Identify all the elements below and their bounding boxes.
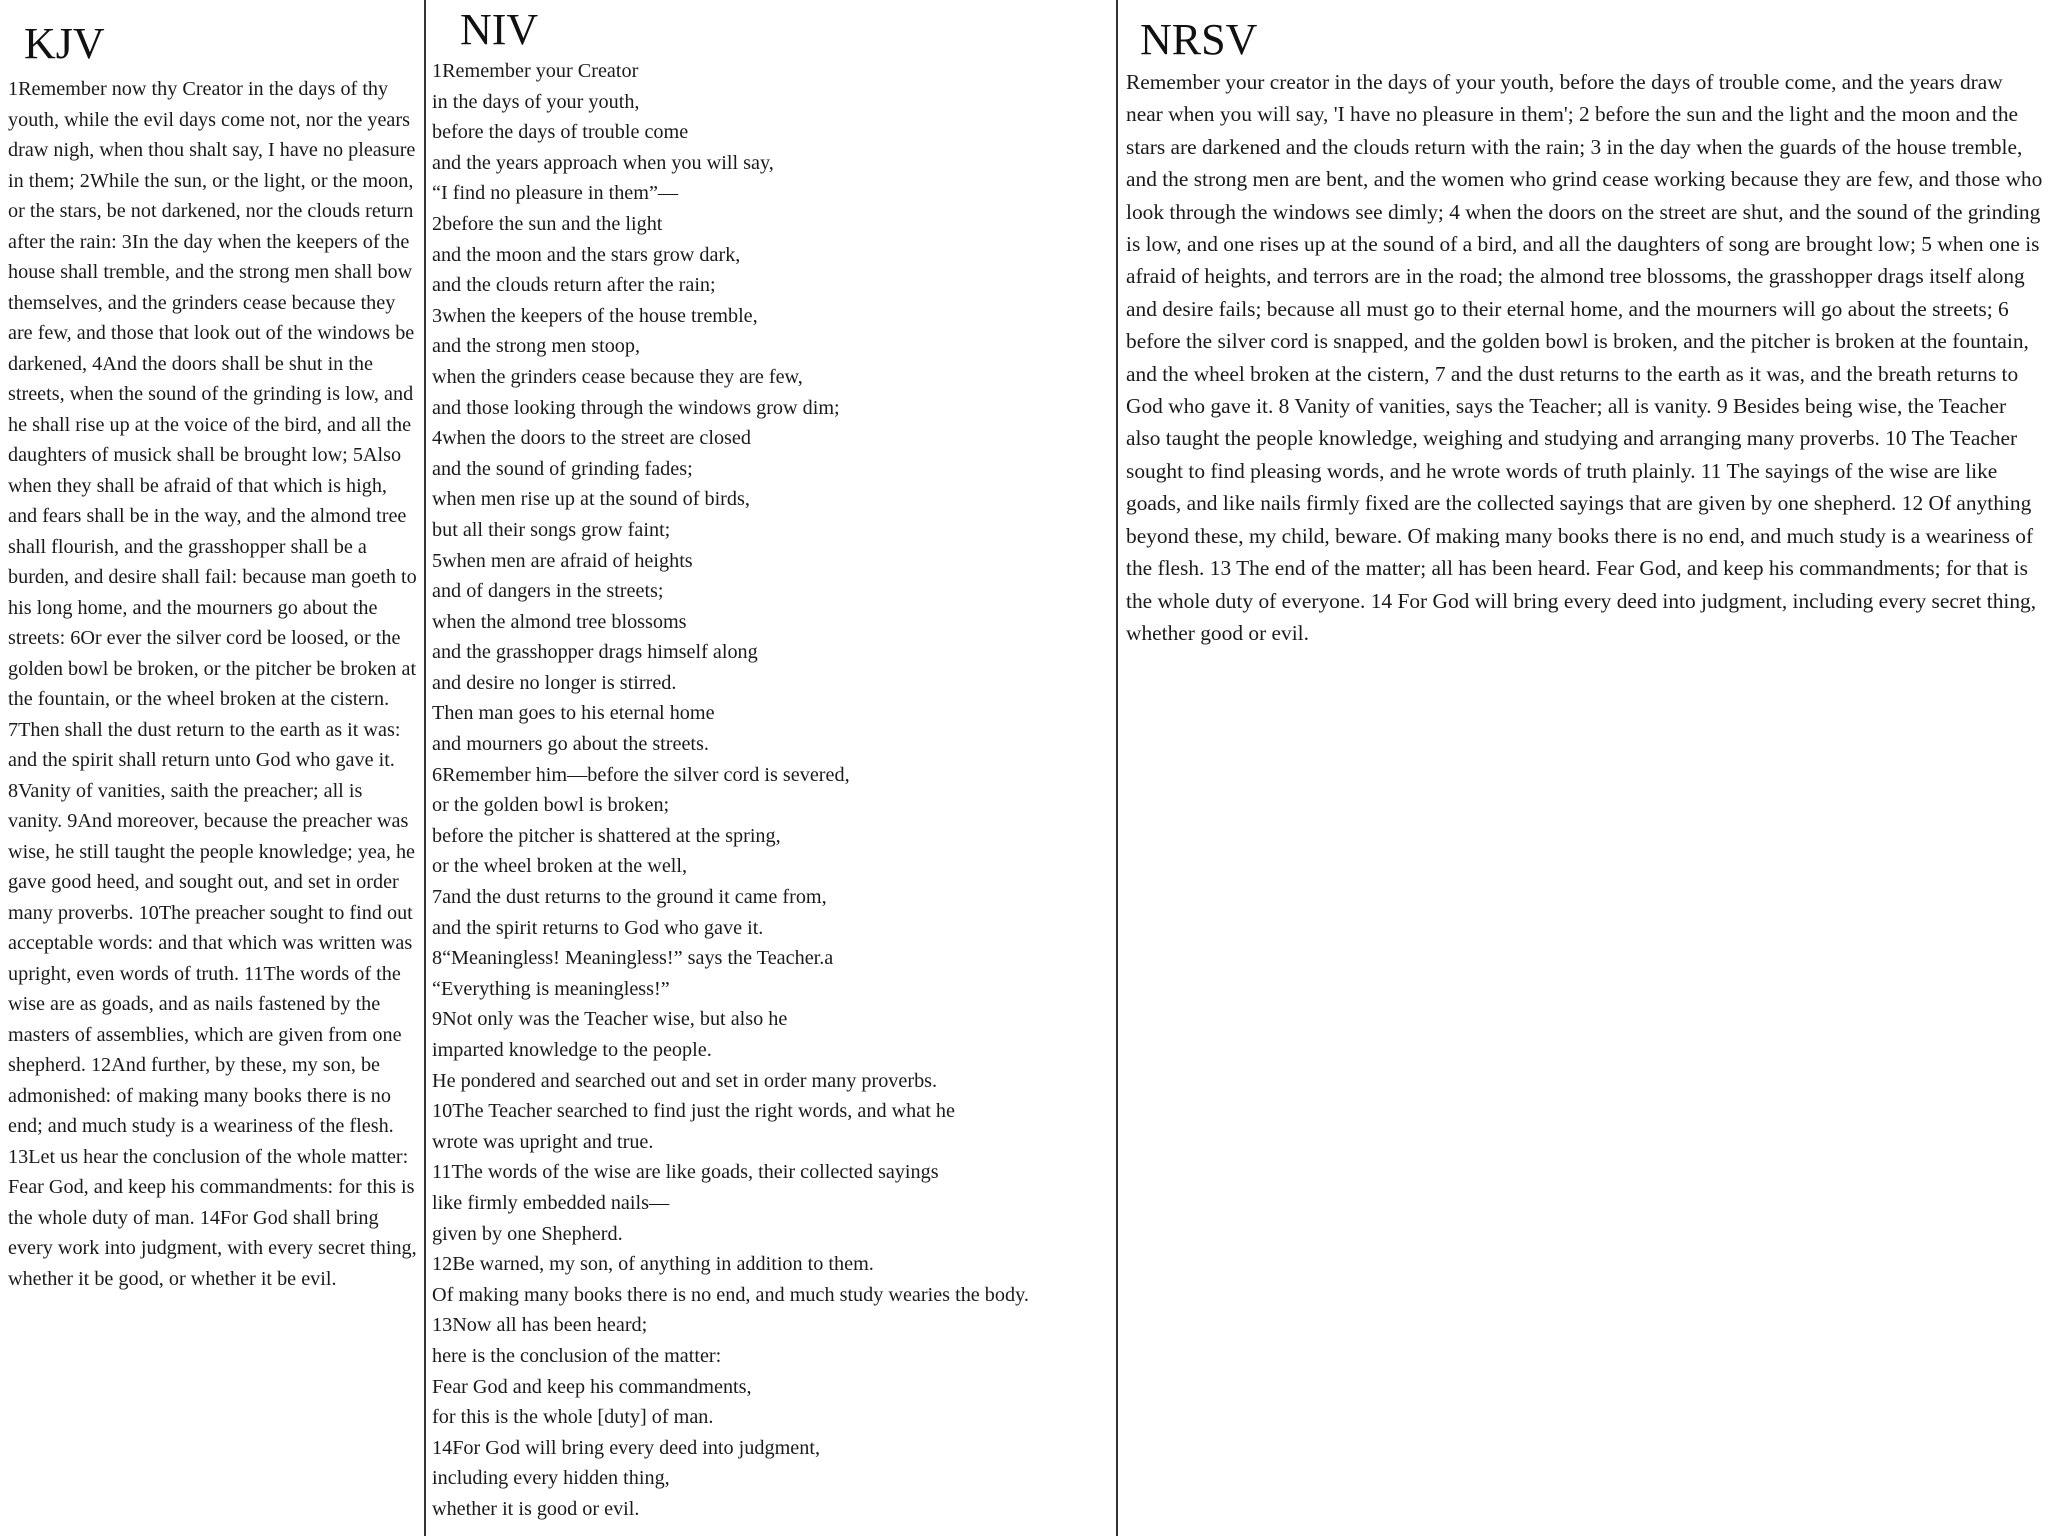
- niv-line: but all their songs grow faint;: [432, 518, 671, 541]
- niv-line: before the days of trouble come: [432, 121, 689, 144]
- niv-line: 12Be warned, my son, of anything in addition to them.: [432, 1253, 874, 1276]
- niv-line: and the spirit returns to God who gave it.: [432, 916, 764, 939]
- niv-line: 4when the doors to the street are closed: [432, 427, 751, 450]
- niv-line: “I find no pleasure in them”—: [432, 182, 679, 205]
- kjv-heading: KJV: [24, 19, 105, 68]
- niv-line: and mourners go about the streets.: [432, 733, 709, 756]
- niv-line: Of making many books there is no end, and much study wearies the body.: [432, 1283, 1029, 1306]
- niv-line: here is the conclusion of the matter:: [432, 1344, 722, 1367]
- niv-line: 10The Teacher searched to find just the right words, and what he: [432, 1100, 955, 1123]
- niv-line: and the strong men stoop,: [432, 335, 641, 358]
- niv-line: and the clouds return after the rain;: [432, 274, 716, 297]
- niv-line: for this is the whole [duty] of man.: [432, 1406, 714, 1429]
- niv-line: wrote was upright and true.: [432, 1130, 654, 1153]
- niv-line: and the years approach when you will say,: [432, 151, 774, 174]
- niv-line: like firmly embedded nails—: [432, 1191, 670, 1214]
- niv-line: given by one Shepherd.: [432, 1222, 623, 1245]
- niv-line: and the grasshopper drags himself along: [432, 641, 758, 664]
- niv-line: and of dangers in the streets;: [432, 580, 664, 603]
- niv-line: or the wheel broken at the well,: [432, 855, 688, 878]
- niv-passage: [432, 56, 1108, 1525]
- niv-line: 9Not only was the Teacher wise, but also he: [432, 1008, 788, 1031]
- niv-line: when the almond tree blossoms: [432, 610, 687, 633]
- niv-line: “Everything is meaningless!”: [432, 977, 670, 1000]
- niv-line: or the golden bowl is broken;: [432, 794, 670, 817]
- niv-line: 13Now all has been heard;: [432, 1314, 648, 1337]
- nrsv-passage: Remember your creator in the days of your youth, before the days of trouble come, and the years draw near when you will say, 'I have no pleasure in them'; 2 before the sun and the light and the moon and the stars are darkened and the clouds return with the rain; 3 in the day when the guards of the house tremble, and the strong men are bent, and the women who grind cease working because they are few, and those who look through the windows see dimly; 4 when the doors on the street are shut, and the sound of the grinding is low, and one rises up at the sound of a bird, and all the daughters of song are brought low; 5 when one is afraid of heights, and terrors are in the road; the almond tree blossoms, the grasshopper drags itself along and desire fails; because all must go to their eternal home, and the mourners will go about the streets; 6 before the silver cord is snapped, and the golden bowl is broken, and the pitcher is broken at the fountain, and the wheel broken at the cistern, 7 and the dust returns to the earth as it was, and the breath returns to God who gave it. 8 Vanity of vanities, says the Teacher; all is vanity. 9 Besides being wise, the Teacher also taught the people knowledge, weighing and studying and arranging many proverbs. 10 The Teacher sought to find pleasing words, and he wrote words of truth plainly. 11 The sayings of the wise are like goads, and like nails firmly fixed are the collected sayings that are given by one shepherd. 12 Of anything beyond these, my child, beware. Of making many books there is no end, and much study is a weariness of the flesh. 13 The end of the matter; all has been heard. Fear God, and keep his commandments; for that is the whole duty of everyone. 14 For God will bring every deed into judgment, including every secret thing, whether good or evil.: [1126, 70, 2043, 645]
- niv-line: He pondered and searched out and set in order many proverbs.: [432, 1069, 938, 1092]
- niv-line: 3when the keepers of the house tremble,: [432, 304, 758, 327]
- niv-line: and the sound of grinding fades;: [432, 457, 693, 480]
- nrsv-heading: NRSV: [1140, 15, 1258, 64]
- niv-line: before the pitcher is shattered at the spring,: [432, 824, 781, 847]
- niv-line: 14For God will bring every deed into judgment,: [432, 1436, 820, 1459]
- niv-line: 5when men are afraid of heights: [432, 549, 693, 572]
- niv-line: 6Remember him—before the silver cord is severed,: [432, 763, 850, 786]
- niv-line: and the moon and the stars grow dark,: [432, 243, 741, 266]
- niv-line: and those looking through the windows grow dim;: [432, 396, 840, 419]
- niv-line: 7and the dust returns to the ground it came from,: [432, 886, 827, 909]
- niv-line: and desire no longer is stirred.: [432, 671, 677, 694]
- niv-line: including every hidden thing,: [432, 1467, 670, 1490]
- niv-line: whether it is good or evil.: [432, 1497, 640, 1520]
- niv-line: in the days of your youth,: [432, 90, 640, 113]
- niv-line: when men rise up at the sound of birds,: [432, 488, 750, 511]
- niv-line: 8“Meaningless! Meaningless!” says the Teacher.a: [432, 947, 834, 970]
- niv-line: when the grinders cease because they are few,: [432, 365, 803, 388]
- niv-line: imparted knowledge to the people.: [432, 1039, 712, 1061]
- nrsv-column: [1118, 0, 2048, 1536]
- niv-line: 2before the sun and the light: [432, 212, 663, 235]
- niv-line: Fear God and keep his commandments,: [432, 1375, 752, 1398]
- niv-column: [426, 0, 1118, 1536]
- niv-heading: NIV: [460, 5, 539, 54]
- niv-line: 11The words of the wise are like goads, their collected sayings: [432, 1161, 939, 1184]
- kjv-passage: 1Remember now thy Creator in the days of thy youth, while the evil days come not, nor the years draw nigh, when thou shalt say, I have no pleasure in them; 2While the sun, or the light, or the moon, or the stars, be not darkened, nor the clouds return after the rain: 3In the day when the keepers of the house shall tremble, and the strong men shall bow themselves, and the grinders cease because they are few, and those that look out of the windows be darkened, 4And the doors shall be shut in the streets, when the sound of the grinding is low, and he shall rise up at the voice of the bird, and all the daughters of musick shall be brought low; 5Also when they shall be afraid of that which is high, and fears shall be in the way, and the almond tree shall flourish, and the grasshopper shall be a burden, and desire shall fail: because man goeth to his long home, and the mourners go about the streets: 6Or ever the silver cord be loosed, or the golden bowl be broken, or the pitcher be broken at the fountain, or the wheel broken at the cistern. 7Then shall the dust return to the earth as it was: and the spirit shall return unto God who gave it. 8Vanity of vanities, saith the preacher; all is vanity. 9And moreover, because the preacher was wise, he still taught the people knowledge; yea, he gave good heed, and sought out, and set in order many proverbs. 10The preacher sought to find out acceptable words: and that which was written was upright, even words of truth. 11The words of the wise are as goads, and as nails fastened by the masters of assemblies, which are given from one shepherd. 12And further, by these, my son, be admonished: of making many books there is no end; and much study is a weariness of the flesh. 13Let us hear the conclusion of the whole matter: Fear God, and keep his commandments: for this is the whole duty of man. 14For God shall bring every work into judgment, with every secret thing, whether it be good, or whether it be evil.: [8, 78, 417, 1290]
- niv-line: Then man goes to his eternal home: [432, 702, 715, 725]
- niv-line: 1Remember your Creator: [432, 60, 639, 82]
- kjv-column: [0, 0, 426, 1536]
